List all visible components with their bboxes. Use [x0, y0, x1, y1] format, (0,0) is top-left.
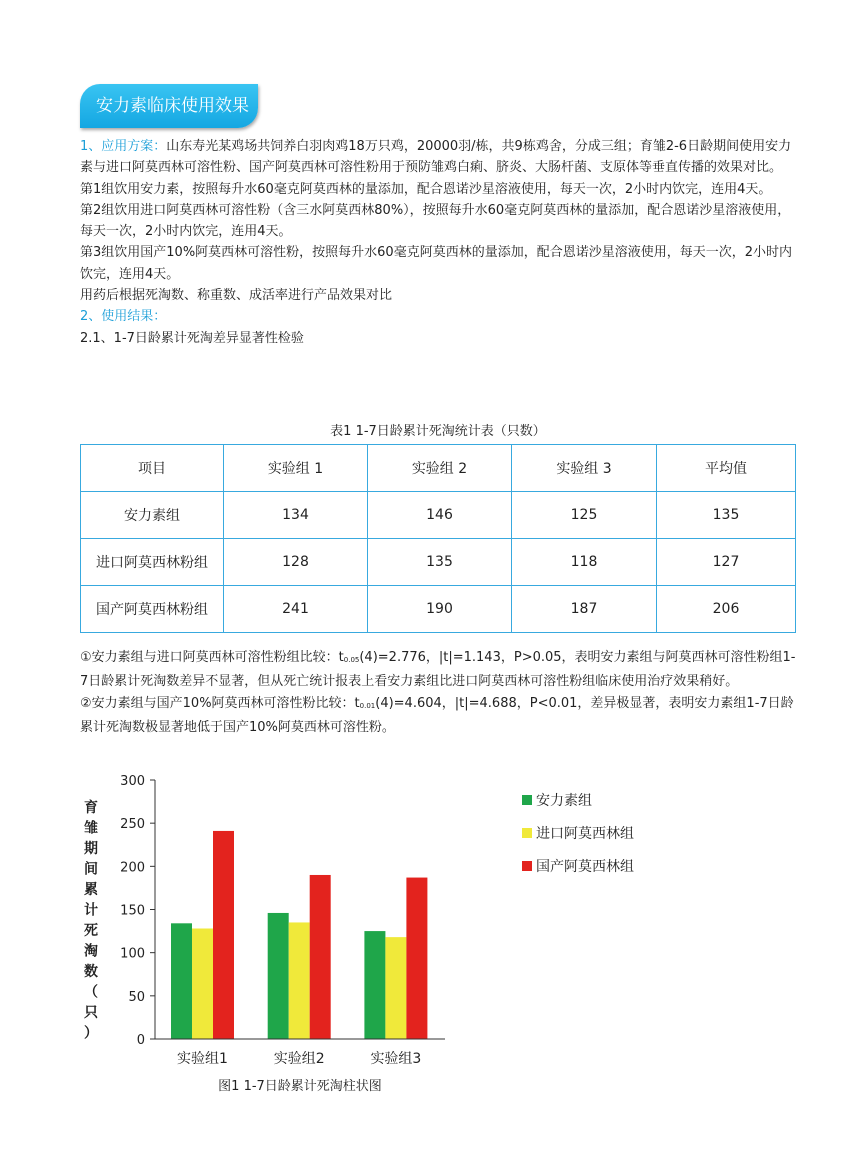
mortality-table: [80, 444, 796, 633]
note-2-post: (4)=4.604，|t|=4.688，P<0.01，差异极显著，表明安力素组1-7日龄累计死淘数极显著地低于国产10%阿莫西林可溶性粉。: [80, 695, 794, 735]
table-cell: 135: [368, 539, 512, 586]
legend-label: 进口阿莫西林组: [536, 826, 634, 842]
y-tick-label: 0: [136, 1033, 145, 1048]
mortality-bar-chart: [0, 760, 855, 1160]
legend-swatch: [522, 861, 532, 871]
table-row: [81, 539, 796, 586]
table-cell: 国产阿莫西林粉组: [81, 586, 224, 633]
note-1-pre: ①安力素组与进口阿莫西林可溶性粉组比较：t: [80, 650, 344, 665]
y-tick-label: 150: [120, 903, 145, 919]
table-cell: 135: [657, 492, 796, 539]
bar: [171, 923, 192, 1039]
table-cell: 134: [224, 492, 368, 539]
y-axis-title: 育雏期间累计死淘数（只）: [84, 800, 98, 1042]
group2-paragraph: 第2组饮用进口阿莫西林可溶性粉（含三水阿莫西林80%），按照每升水60毫克阿莫西林的量添加，配合恩诺沙星溶液使用，每天一次，2小时内饮完，连用4天。: [80, 202, 791, 240]
bar: [289, 922, 310, 1039]
sub-heading: 2.1、1-7日龄累计死淘差异显著性检验: [80, 330, 304, 346]
body-text: [80, 136, 800, 349]
statistics-notes: [80, 647, 800, 738]
application-paragraph: [80, 136, 800, 179]
table-cell: 206: [657, 586, 796, 633]
table-row: [81, 586, 796, 633]
x-tick-label: 实验组1: [177, 1051, 228, 1067]
x-tick-label: 实验组2: [273, 1051, 325, 1067]
table-cell: 127: [657, 539, 796, 586]
note-2-subscript: 0.01: [359, 701, 376, 710]
table-header-row: [81, 445, 796, 492]
section-title-banner: [80, 84, 258, 128]
note-1-subscript: 0.05: [343, 656, 360, 664]
table-cell: 146: [368, 492, 512, 539]
bar: [268, 913, 289, 1039]
y-tick-label: 50: [128, 989, 145, 1005]
header-cell: 实验组 1: [224, 445, 368, 492]
legend: [522, 792, 634, 875]
y-tick-label: 200: [120, 860, 145, 876]
bar: [364, 931, 385, 1039]
section-title: 安力素临床使用效果: [96, 96, 249, 116]
table-caption: 表1 1-7日龄累计死淘统计表（只数）: [330, 424, 546, 439]
note-2: [80, 693, 800, 739]
results-label: 2、使用结果：: [80, 309, 167, 325]
header-cell: 平均值: [657, 445, 796, 492]
bar: [192, 928, 213, 1039]
bar: [213, 831, 234, 1039]
note-1-post: (4)=2.776，|t|=1.143，P>0.05，表明安力素组与阿莫西林可溶性粉组1-7日龄累计死淘数差异不显著，但从死亡统计报表上看安力素组比进口阿莫西林可溶性粉组临床使用治疗效果稍好。: [80, 650, 796, 690]
note-2-pre: ②安力素组与国产10%阿莫西林可溶性粉比较：t: [80, 695, 360, 711]
header-cell: 项目: [81, 445, 224, 492]
legend-label: 国产阿莫西林组: [536, 859, 634, 875]
table-cell: 187: [512, 586, 657, 633]
application-text: 山东寿光某鸡场共饲养白羽肉鸡18万只鸡，20000羽/栋，共9栋鸡舍，分成三组；育雏2-6日龄期间使用安力素与进口阿莫西林可溶性粉、国产阿莫西林可溶性粉用于预防雏鸡白痢、脐炎、大肠杆菌、支原体等垂直传播的效果对比。: [80, 139, 792, 176]
legend-swatch: [522, 828, 532, 838]
x-tick-label: 实验组3: [370, 1051, 422, 1067]
chart-caption: 图1 1-7日龄累计死淘柱状图: [218, 1079, 382, 1094]
table-row: [81, 492, 796, 539]
y-tick-label: 100: [120, 946, 145, 962]
x-axis-labels: [177, 1051, 421, 1067]
note-1: [80, 647, 800, 693]
header-cell: 实验组 2: [368, 445, 512, 492]
table-cell: 190: [368, 586, 512, 633]
group3-paragraph: 第3组饮用国产10%阿莫西林可溶性粉，按照每升水60毫克阿莫西林的量添加，配合恩诺沙星溶液使用，每天一次，2小时内饮完，连用4天。: [80, 245, 792, 282]
legend-label: 安力素组: [536, 793, 592, 809]
table-cell: 进口阿莫西林粉组: [81, 539, 224, 586]
table-cell: 125: [512, 492, 657, 539]
y-tick-label: 250: [120, 817, 145, 833]
method-note: 用药后根据死淘数、称重数、成活率进行产品效果对比: [80, 288, 393, 304]
bar: [310, 875, 331, 1039]
legend-swatch: [522, 795, 532, 805]
table-cell: 118: [512, 539, 657, 586]
y-tick-label: 300: [120, 774, 145, 789]
bar: [406, 878, 427, 1039]
table-cell: 241: [224, 586, 368, 633]
table-cell: 安力素组: [81, 492, 224, 539]
application-label: 1、应用方案：: [80, 139, 167, 154]
bars: [171, 831, 427, 1039]
bar: [385, 937, 406, 1039]
group1-paragraph: 第1组饮用安力素，按照每升水60毫克阿莫西林的量添加，配合恩诺沙星溶液使用，每天一次，2小时内饮完，连用4天。: [80, 181, 772, 197]
y-axis-ticks: [120, 774, 155, 1048]
table-cell: 128: [224, 539, 368, 586]
header-cell: 实验组 3: [512, 445, 657, 492]
